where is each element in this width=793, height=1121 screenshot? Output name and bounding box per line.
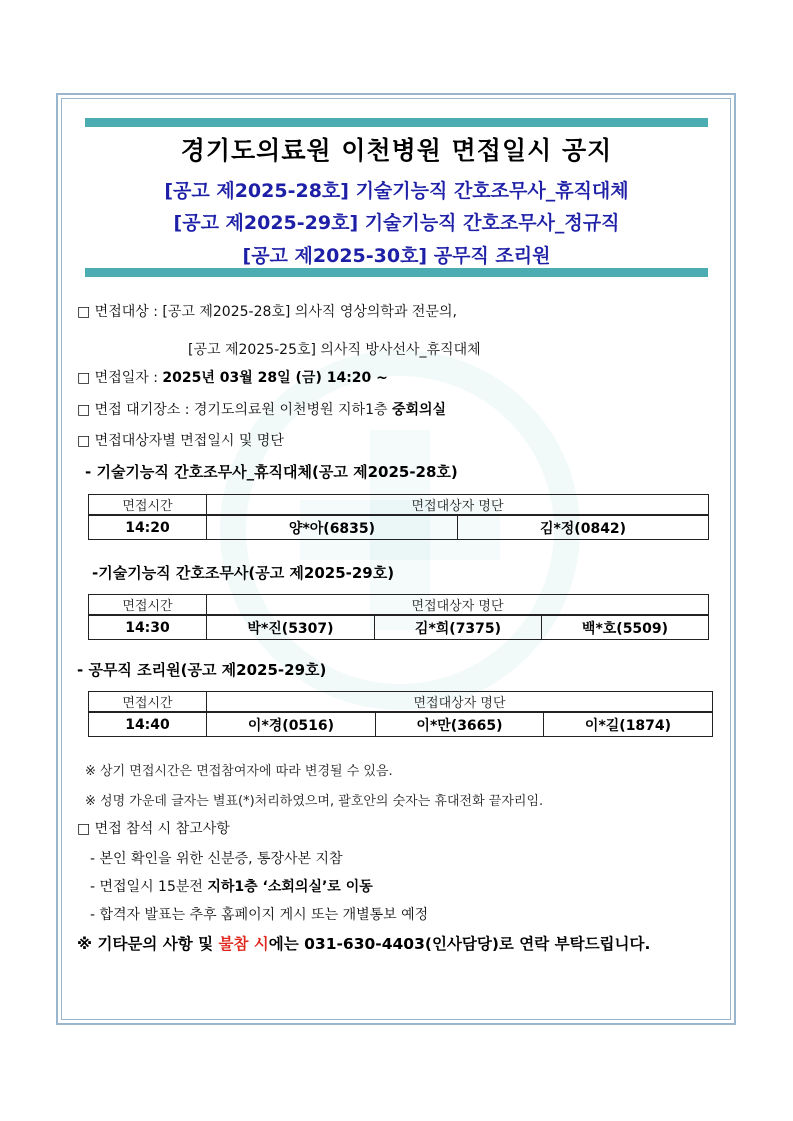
interview-target-line bbox=[77, 301, 457, 321]
interview-target-1: [공고 제2025-28호] 의사직 영상의학과 전문의, bbox=[162, 304, 457, 320]
contact-highlight: 불참 시 bbox=[218, 935, 269, 953]
candidate-name: 백*호(5509) bbox=[542, 615, 709, 640]
page-title: 경기도의료원 이천병원 면접일시 공지 bbox=[180, 136, 613, 165]
candidate-name: 김*희(7375) bbox=[375, 615, 542, 640]
interview-time: 14:30 bbox=[89, 615, 207, 640]
col-header-time: 면접시간 bbox=[89, 692, 207, 713]
waiting-place-value: 중회의실 bbox=[391, 402, 447, 418]
notice-subtitle-29: [공고 제2025-29호] 기술기능직 간호조무사_정규직 bbox=[173, 212, 620, 234]
candidate-name: 김*정(0842) bbox=[458, 515, 709, 540]
section-heading-28: - 기술기능직 간호조무사_휴직대체(공고 제2025-28호) bbox=[85, 463, 458, 481]
reference-item-move bbox=[90, 876, 373, 896]
section-heading-30: - 공무직 조리원(공고 제2025-29호) bbox=[77, 661, 327, 679]
col-header-names: 면접대상자 명단 bbox=[207, 495, 709, 516]
col-header-time: 면접시간 bbox=[89, 595, 207, 616]
header-band-top bbox=[85, 118, 708, 127]
contact-suffix: 에는 031-630-4403(인사담당)로 연락 부탁드립니다. bbox=[268, 935, 651, 953]
candidate-name: 박*진(5307) bbox=[207, 615, 375, 640]
col-header-time: 면접시간 bbox=[89, 495, 207, 516]
waiting-place-label: □ 면접 대기장소 : 경기도의료원 이천병원 지하1층 bbox=[77, 402, 392, 418]
reference-item-result: - 합격자 발표는 추후 홈페이지 게시 또는 개별통보 예정 bbox=[90, 907, 429, 923]
candidate-name: 이*경(0516) bbox=[207, 712, 376, 737]
note-name-masking: ※ 성명 가운데 글자는 별표(*)처리하였으며, 괄호안의 숫자는 휴대전화 끝자리임. bbox=[85, 794, 544, 809]
section-heading-29: -기술기능직 간호조무사(공고 제2025-29호) bbox=[92, 564, 395, 582]
table-row bbox=[89, 515, 709, 540]
table-row bbox=[89, 615, 709, 640]
interview-time: 14:40 bbox=[89, 712, 207, 737]
schedule-label: □ 면접대상자별 면접일시 및 명단 bbox=[77, 433, 284, 449]
candidate-name: 이*길(1874) bbox=[544, 712, 713, 737]
contact-prefix: ※ 기타문의 사항 및 bbox=[77, 935, 219, 953]
interview-date-value: 2025년 03월 28일 (금) 14:20 ~ bbox=[162, 370, 388, 386]
header-band-bottom bbox=[85, 268, 708, 277]
notice-subtitle-28: [공고 제2025-28호] 기술기능직 간호조무사_휴직대체 bbox=[164, 180, 629, 202]
reference-item-id: - 본인 확인을 위한 신분증, 통장사본 지참 bbox=[90, 851, 343, 867]
note-time-change: ※ 상기 면접시간은 면접참여자에 따라 변경될 수 있음. bbox=[85, 764, 393, 779]
candidate-name: 이*만(3665) bbox=[376, 712, 544, 737]
reference-item-move-prefix: - 면접일시 15분전 bbox=[90, 879, 208, 895]
interview-time: 14:20 bbox=[89, 515, 207, 540]
interview-date-label: □ 면접일자 : bbox=[77, 370, 163, 386]
reference-heading: □ 면접 참석 시 참고사항 bbox=[77, 821, 230, 837]
schedule-table-28 bbox=[88, 494, 709, 540]
waiting-place-line bbox=[77, 399, 446, 419]
interview-target-label: □ 면접대상 : bbox=[77, 304, 163, 320]
schedule-table-30 bbox=[88, 691, 713, 737]
table-row bbox=[89, 712, 713, 737]
interview-target-2: [공고 제2025-25호] 의사직 방사선사_휴직대체 bbox=[188, 342, 481, 358]
schedule-table-29 bbox=[88, 594, 709, 640]
notice-subtitle-30: [공고 제2025-30호] 공무직 조리원 bbox=[242, 245, 551, 267]
interview-date-line bbox=[77, 367, 388, 387]
col-header-names: 면접대상자 명단 bbox=[207, 692, 713, 713]
col-header-names: 면접대상자 명단 bbox=[207, 595, 709, 616]
contact-notice bbox=[77, 932, 650, 954]
candidate-name: 양*아(6835) bbox=[207, 515, 458, 540]
reference-item-move-bold: 지하1층 ‘소회의실’로 이동 bbox=[207, 879, 373, 895]
